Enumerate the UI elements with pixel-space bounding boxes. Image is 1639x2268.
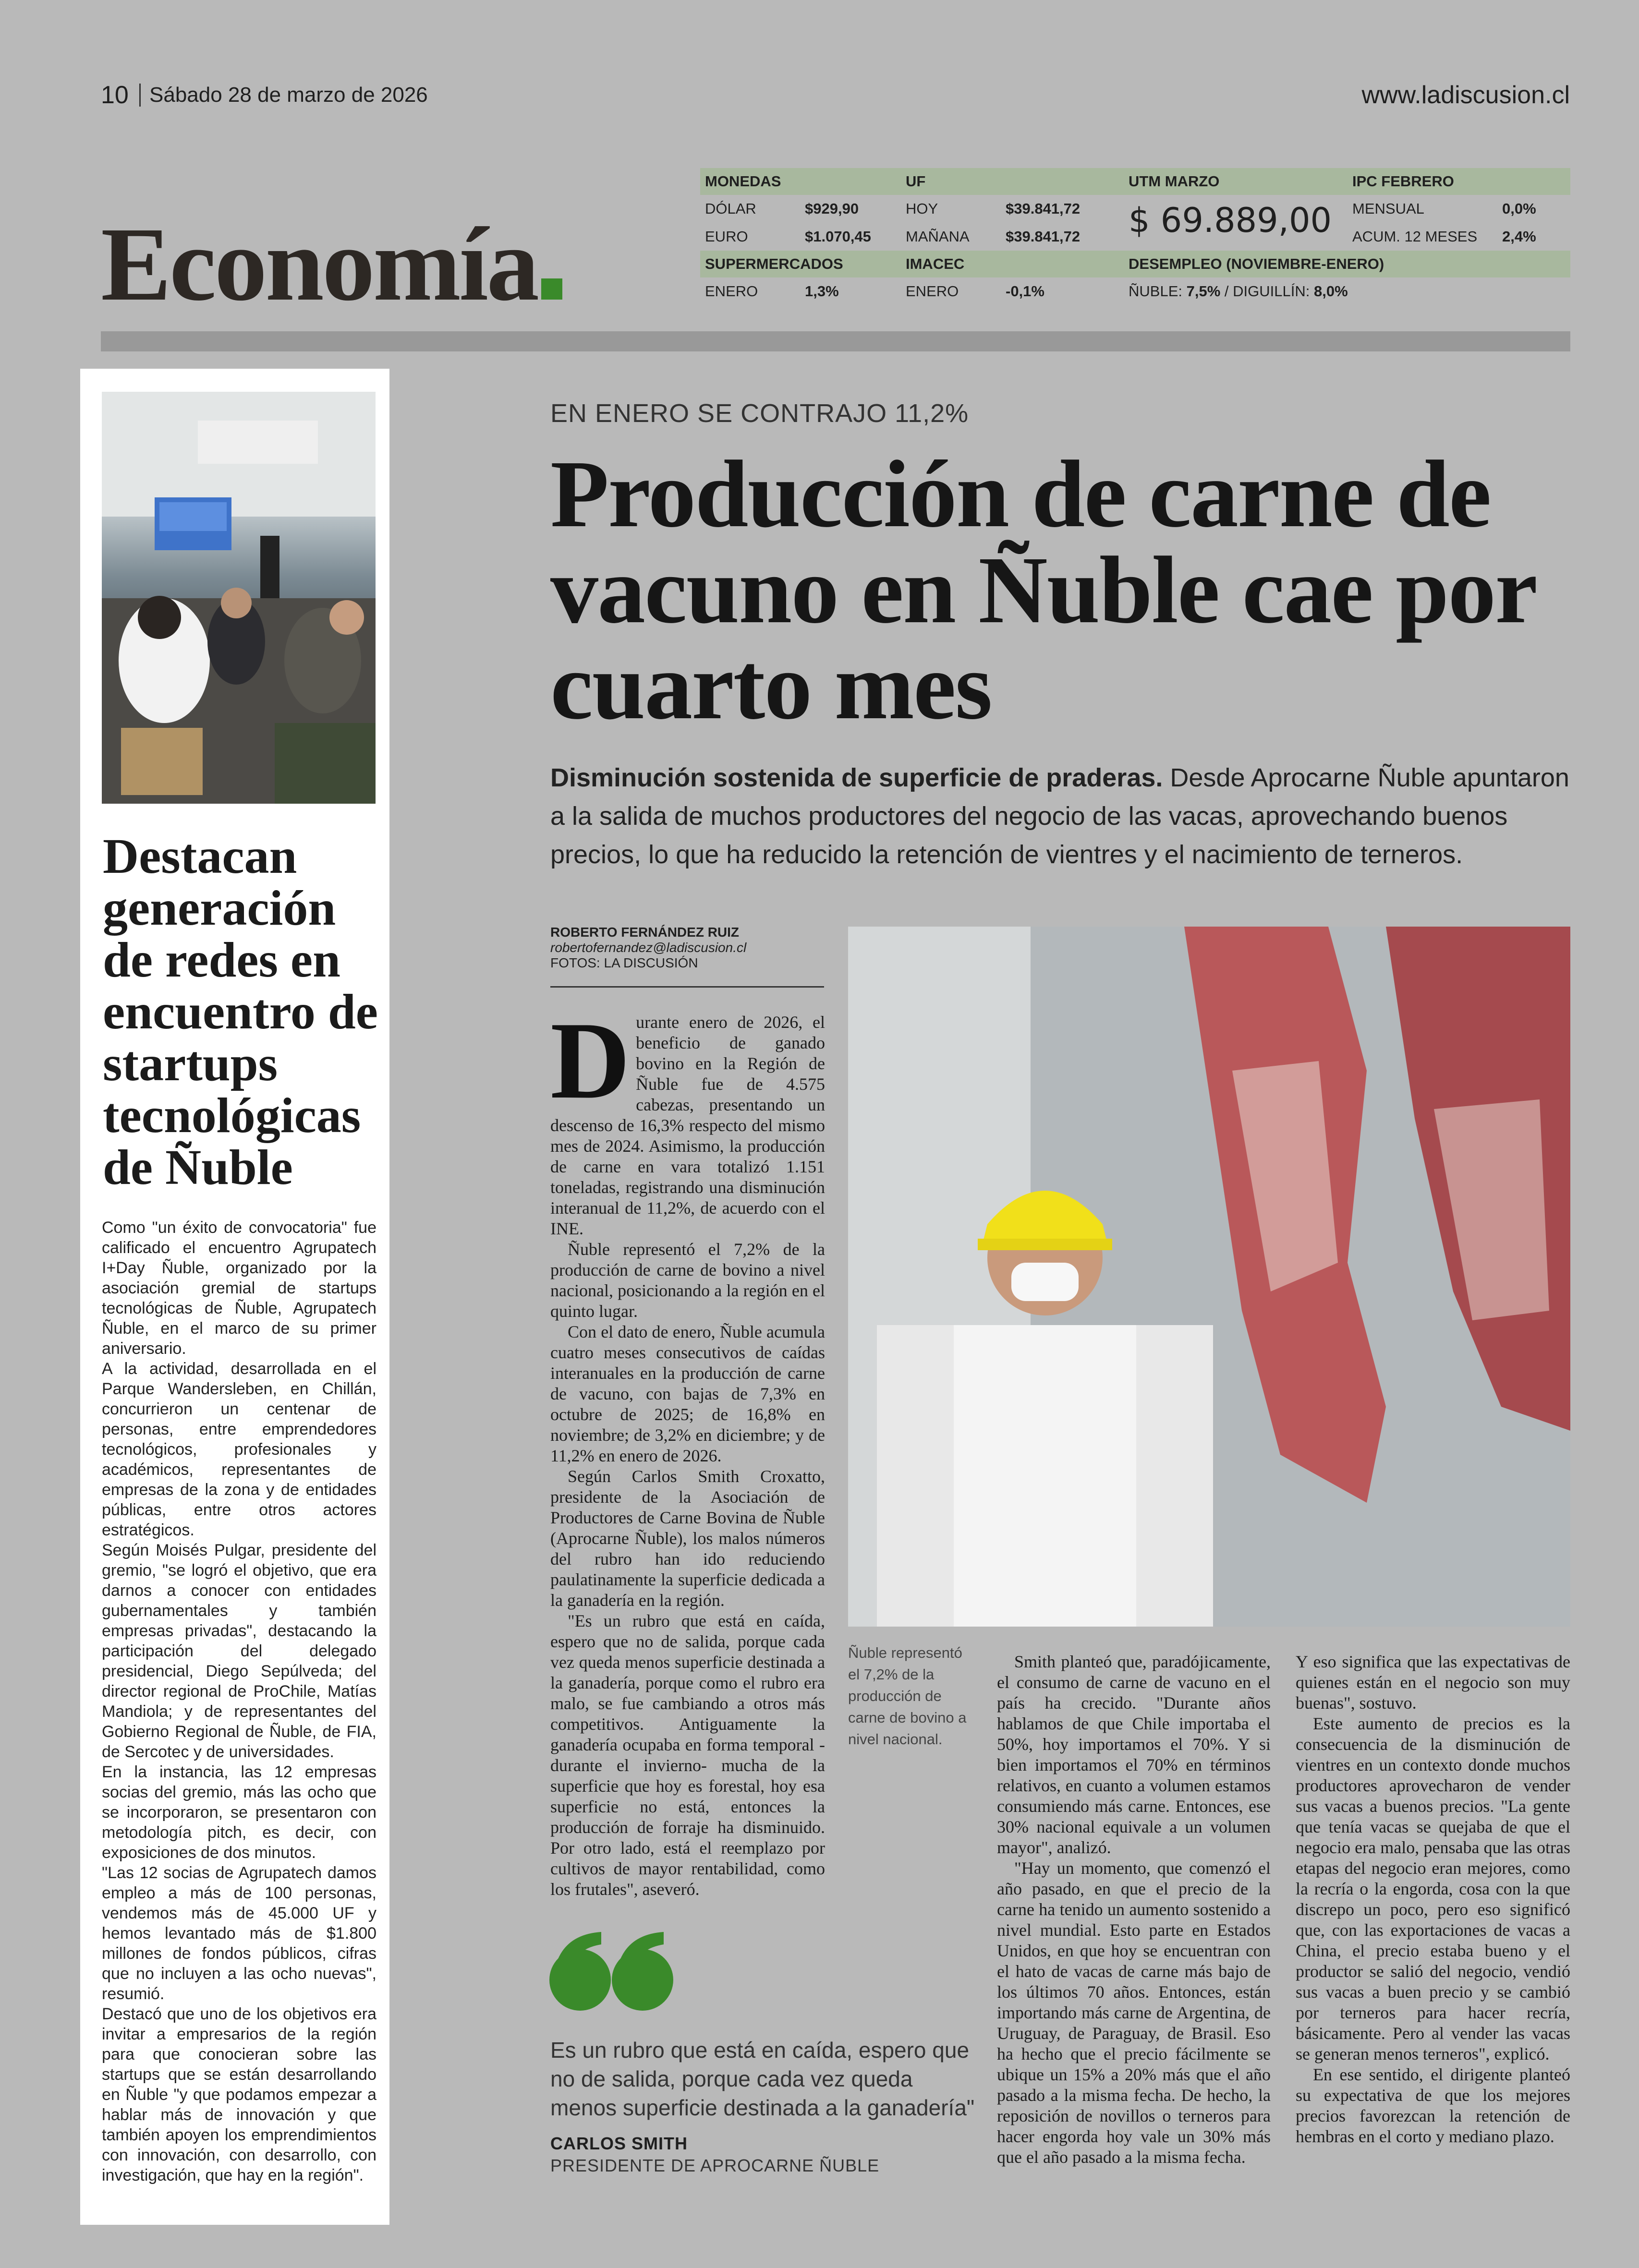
utm-value: $ 69.889,00 <box>1129 201 1332 240</box>
byline-author: ROBERTO FERNÁNDEZ RUIZ <box>550 925 740 940</box>
byline-photos: FOTOS: LA DISCUSIÓN <box>550 955 698 970</box>
desempleo-nuble-label: ÑUBLE: <box>1129 283 1182 300</box>
desempleo-label: DESEMPLEO (NOVIEMBRE-ENERO) <box>1129 255 1384 272</box>
uf-manana-value: $39.841,72 <box>1006 228 1081 245</box>
ipc-acum-value: 2,4% <box>1502 228 1536 245</box>
indicators-header-row <box>700 168 1570 195</box>
photo-caption: Ñuble representó el 7,2% de la producción de carne de bovino a nivel nacional. <box>848 1644 967 1748</box>
issue-date: Sábado 28 de marzo de 2026 <box>139 84 428 107</box>
header-rule <box>101 331 1570 351</box>
sidebar-event-photo <box>102 392 376 804</box>
section-title-text: Economía <box>101 205 538 323</box>
ipc-mensual-value: 0,0% <box>1502 200 1536 217</box>
article-first-paragraph <box>550 999 825 1239</box>
sidebar-body <box>102 1218 376 2185</box>
sidebar-paragraph: "Las 12 socias de Agrupatech damos empleo a más de 100 personas, vendemos más de 45.000 UF y hemos levantado más de $1.800 millones de fondos públicos, cifras que no incluyen a las ocho nuevas", resumió. <box>102 1864 376 2003</box>
ipc-label: IPC FEBRERO <box>1352 173 1454 190</box>
imacec-enero-value: -0,1% <box>1006 283 1044 300</box>
article-paragraph: Smith planteó que, paradójicamente, el consumo de carne de vacuno en el país ha crecido. "Durante años hablamos de que Chile importaba el 50%, hoy importamos el 70%. Y si bien importamos el 70% en términos relativos, en cuanto a volumen estamos consumiendo más carne. Entonces, ese 30% nacional equivale a un volumen mayor", analizó. <box>997 1652 1271 1857</box>
article-paragraph: "Hay un momento, que comenzó el año pasado, en que el precio de la carne ha tenido un aumento sostenido a nivel mundial. Esto parte en Estados Unidos, en que hoy se encuentran con el hato de vacas de carne más bajo de los últimos 70 años. Entonces, están importando más carne de Argentina, de Uruguay, de Paraguay, de Brasil. Eso ha hecho que el precio fácilmente se ubique un 15% a 20% más que el año pasado a la misma fecha. De hecho, la reposición de novillos o terneros para hacer engorda hoy vale un 30% más que el año pasado a la misma fecha. <box>997 1858 1271 2167</box>
first-paragraph-text: urante enero de 2026, el beneficio de ganado bovino en la Región de Ñuble fue de 4.575 cabezas, presentando un descenso de 16,3% respecto del mismo mes de 2024. Asimismo, la producción de carne en vara totalizó 1.151 toneladas, registrando una disminución interanual de 11,2%, de acuerdo con el INE. <box>550 1013 825 1238</box>
desempleo-sep: / <box>1224 283 1229 300</box>
sidebar-paragraph: En la instancia, las 12 empresas socias del gremio, más las ocho que se incorporaron, se presentaron con metodología pitch, es decir, con exposiciones de dos minutos. <box>102 1763 376 1862</box>
article-kicker: EN ENERO SE CONTRAJO 11,2% <box>550 399 969 428</box>
imacec-enero-label: ENERO <box>906 283 959 300</box>
article-paragraph: En ese sentido, el dirigente planteó su expectativa de que los mejores precios favorezcan la retención de hembras en el corto y mediano plazo. <box>1296 2065 1570 2146</box>
ipc-mensual-label: MENSUAL <box>1352 200 1424 217</box>
article-byline <box>550 925 824 988</box>
euro-label: EURO <box>705 228 748 245</box>
desempleo-values <box>1129 277 1348 305</box>
sidebar-paragraph: Como "un éxito de convocatoria" fue calificado el encuentro Agrupatech I+Day Ñuble, organizado por la asociación gremial de startups tecnológicas de Ñuble, Agrupatech Ñuble, en el marco de su primer aniversario. <box>102 1218 376 1358</box>
indicators-header-row-2 <box>700 251 1570 277</box>
indicators-row-3 <box>700 277 1570 305</box>
article-headline: Producción de carne de vacuno en Ñuble cae por cuarto mes <box>550 441 1535 739</box>
desempleo-diguillin-value: 8,0% <box>1314 283 1348 300</box>
supermercados-enero-value: 1,3% <box>805 283 839 300</box>
uf-hoy-value: $39.841,72 <box>1006 200 1081 217</box>
uf-manana-label: MAÑANA <box>906 228 970 245</box>
uf-label: UF <box>906 173 926 190</box>
article-main-photo <box>848 927 1570 1627</box>
section-title-dot <box>541 278 562 300</box>
section-title <box>101 205 562 323</box>
article-paragraph: Ñuble representó el 7,2% de la producción de carne de bovino a nivel nacional, posicionando a la región en el quinto lugar. <box>550 1240 825 1321</box>
pull-quote-author: CARLOS SMITH <box>550 2134 688 2153</box>
article-paragraph: Y eso significa que las expectativas de quienes están en el negocio son muy buenas", sostuvo. <box>1296 1652 1570 1713</box>
article-paragraph: "Es un rubro que está en caída, espero que no de salida, porque cada vez queda menos superficie destinada a la ganadería, porque como el rubro era malo, se fue cambiando a otros más competitivos. Antiguamente la ganadería ocupaba en forma temporal -durante el invierno- mucha de la superficie que hoy es forestal, hoy esa superficie no está, entonces la producción de forraje ha disminuido. Por otro lado, está el reemplazo por cultivos de mayor rentabilidad, como los frutales", aseveró. <box>550 1611 825 1899</box>
quote-mark-icon <box>548 1930 678 2012</box>
utm-label: UTM MARZO <box>1129 173 1220 190</box>
supermercados-label: SUPERMERCADOS <box>705 255 843 272</box>
dolar-value: $929,90 <box>805 200 859 217</box>
article-paragraph: Con el dato de enero, Ñuble acumula cuatro meses consecutivos de caídas interanuales en la producción de carne de vacuno, con bajas de 7,3% en octubre de 2025; de 16,8% en noviembre; de 3,2% en diciembre; y de 11,2% en enero de 2026. <box>550 1322 825 1465</box>
pull-quote-role: PRESIDENTE DE APROCARNE ÑUBLE <box>550 2156 880 2175</box>
sidebar-paragraph: Destacó que uno de los objetivos era invitar a empresarios de la región para que conocieran sobre las startups que se están desarrollando en Ñuble "y que podamos empezar a hablar más de innovación y que también apoyen los emprendimientos con innovación, con desarrollo, con investigación, que hay en la región". <box>102 2005 376 2184</box>
desempleo-nuble-value: 7,5% <box>1186 283 1221 300</box>
sidebar-paragraph: A la actividad, desarrollada en el Parque Wandersleben, en Chillán, concurrieron un centenar de personas, entre emprendedores tecnológicos, profesionales y académicos, representantes de empresas de la zona y de entidades públicas, entre otros actores estratégicos. <box>102 1360 376 1539</box>
drop-cap: D <box>550 999 631 1122</box>
site-url[interactable]: www.ladiscusion.cl <box>1361 81 1570 109</box>
byline-email[interactable]: robertofernandez@ladiscusion.cl <box>550 940 747 955</box>
article-lead <box>550 759 1573 874</box>
euro-value: $1.070,45 <box>805 228 871 245</box>
article-column-2 <box>997 1652 1271 2168</box>
ipc-acum-label: ACUM. 12 MESES <box>1352 228 1478 245</box>
desempleo-diguillin-label: DIGUILLÍN: <box>1233 283 1310 300</box>
article-column-3 <box>1296 1652 1570 2147</box>
monedas-label: MONEDAS <box>705 173 781 190</box>
lead-text: Desde Aprocarne Ñuble apuntaron a la salida de muchos productores del negocio de las vacas, aprovechando buenos precios, lo que ha reducido la retención de vientres y el nacimiento de terneros. <box>550 763 1569 869</box>
pull-quote: Es un rubro que está en caída, espero que no de salida, porque cada vez queda menos superficie destinada a la ganadería" <box>550 2038 975 2120</box>
supermercados-enero-label: ENERO <box>705 283 758 300</box>
event-photo-illustration <box>102 392 376 804</box>
article-paragraph: Este aumento de precios es la consecuencia de la disminución de vientres en un contexto donde muchos productores aprovecharon de vender sus vacas a buenos precios. "La gente que tenía vacas se quejaba de que el negocio era malo, pensaba que las otras etapas del negocio eran mejores, como la recría o la engorda, cosa con la que discrepo un poco, pero eso significó que, con las exportaciones de vacas a China, el precio estaba bueno y el productor se salió del negocio, vendió sus vacas a buen precio y se cambió por terneros para hacer recría, básicamente. Pero al vender las vacas se generan menos terneros", explicó. <box>1296 1714 1570 2063</box>
sidebar-paragraph: Según Moisés Pulgar, presidente del gremio, "se logró el objetivo, que era darnos a conocer con entidades gubernamentales y también empresas privadas", destacando la participación del delegado presidencial, Diego Sepúlveda; del director regional de ProChile, Matías Mandiola; y de representantes del Gobierno Regional de Ñuble, de FIA, de Sercotec y de universidades. <box>102 1541 376 1761</box>
lead-bold-text: Disminución sostenida de superficie de praderas. <box>550 763 1163 792</box>
article-paragraph: Según Carlos Smith Croxatto, presidente de la Asociación de Productores de Carne Bovina de Ñuble (Aprocarne Ñuble), los malos números del rubro han ido reduciendo paulatinamente la superficie dedicada a la ganadería en la región. <box>550 1467 825 1610</box>
page-number: 10 <box>101 81 129 109</box>
sidebar-headline: Destacan generación de redes en encuentro de startups tecnológicas de Ñuble <box>103 829 378 1195</box>
meat-plant-worker-illustration <box>848 927 1570 1627</box>
uf-hoy-label: HOY <box>906 200 938 217</box>
article-column-1 <box>550 999 825 1900</box>
imacec-label: IMACEC <box>906 255 965 272</box>
dolar-label: DÓLAR <box>705 200 756 217</box>
